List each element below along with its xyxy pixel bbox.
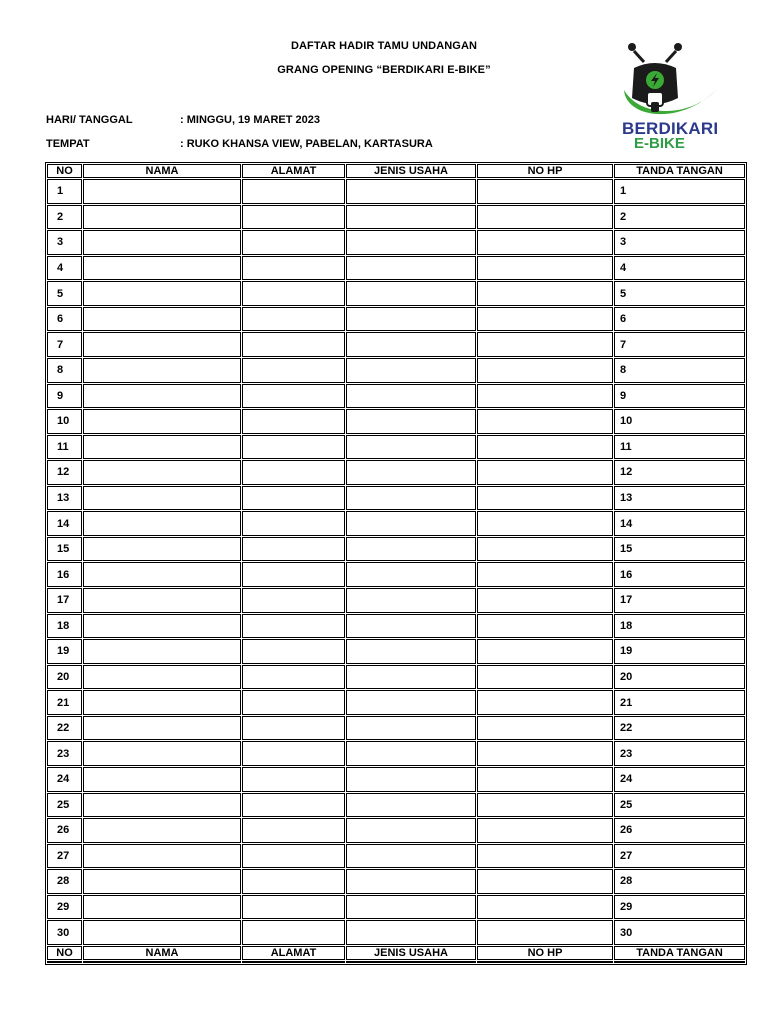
cell-tanda-tangan[interactable]: 17 <box>614 588 745 613</box>
cell-tanda-tangan[interactable]: 22 <box>614 716 745 741</box>
table-row <box>47 332 745 357</box>
cell-jenis-usaha[interactable] <box>346 793 476 818</box>
table-row <box>47 767 745 792</box>
table-header-row <box>47 164 745 178</box>
cell-no-hp[interactable] <box>477 281 613 306</box>
column-header: ALAMAT <box>242 164 345 178</box>
cell-no-hp[interactable] <box>477 409 613 434</box>
cell-alamat[interactable] <box>242 205 345 230</box>
cell-alamat[interactable] <box>242 486 345 511</box>
brand-name-line2: E-BIKE <box>634 135 685 152</box>
cell-nama[interactable] <box>83 818 241 843</box>
cell-nama[interactable] <box>83 281 241 306</box>
table-row <box>47 844 745 869</box>
cell-tanda-tangan[interactable]: 19 <box>614 639 745 664</box>
cell-nama[interactable] <box>83 639 241 664</box>
cell-no: 18 <box>47 614 82 639</box>
cell-no-hp[interactable] <box>477 639 613 664</box>
cell-alamat[interactable] <box>242 384 345 409</box>
brand-logo <box>620 40 720 152</box>
cell-tanda-tangan[interactable]: 30 <box>614 920 745 945</box>
cell-jenis-usaha[interactable] <box>346 205 476 230</box>
table-row <box>47 920 745 945</box>
cell-jenis-usaha[interactable] <box>346 307 476 332</box>
cell-no: 8 <box>47 358 82 383</box>
cell-alamat[interactable] <box>242 741 345 766</box>
cell-no-hp[interactable] <box>477 230 613 255</box>
cell-nama[interactable] <box>83 793 241 818</box>
cell-no: 10 <box>47 409 82 434</box>
cell-no-hp[interactable] <box>477 256 613 281</box>
cell-alamat[interactable] <box>242 767 345 792</box>
cell-alamat[interactable] <box>242 665 345 690</box>
cell-nama[interactable] <box>83 205 241 230</box>
cell-jenis-usaha[interactable] <box>346 895 476 920</box>
cell-no: 26 <box>47 818 82 843</box>
cell-nama[interactable] <box>83 614 241 639</box>
cell-tanda-tangan[interactable]: 26 <box>614 818 745 843</box>
cell-no-hp[interactable] <box>477 818 613 843</box>
cell-tanda-tangan[interactable] <box>614 961 745 963</box>
page-title: DAFTAR HADIR TAMU UNDANGAN <box>290 40 478 52</box>
cell-no: 1 <box>47 179 82 204</box>
cell-no-hp[interactable] <box>477 716 613 741</box>
cell-no: 15 <box>47 537 82 562</box>
cell-tanda-tangan[interactable]: 16 <box>614 562 745 587</box>
cell-alamat[interactable] <box>242 961 345 963</box>
cell-alamat[interactable] <box>242 179 345 204</box>
table-row <box>47 895 745 920</box>
attendance-table <box>45 162 747 965</box>
cell-no: 16 <box>47 562 82 587</box>
table-row <box>47 307 745 332</box>
table-row <box>47 716 745 741</box>
column-header: TANDA TANGAN <box>614 946 745 960</box>
cell-alamat[interactable] <box>242 793 345 818</box>
cell-tanda-tangan[interactable]: 13 <box>614 486 745 511</box>
table-row <box>47 793 745 818</box>
cell-jenis-usaha[interactable] <box>346 818 476 843</box>
cell-alamat[interactable] <box>242 256 345 281</box>
cell-no-hp[interactable] <box>477 205 613 230</box>
cell-tanda-tangan[interactable]: 24 <box>614 767 745 792</box>
cell-alamat[interactable] <box>242 511 345 536</box>
cell-jenis-usaha[interactable] <box>346 358 476 383</box>
table-row <box>47 179 745 204</box>
cell-alamat[interactable] <box>242 562 345 587</box>
cell-tanda-tangan[interactable]: 25 <box>614 793 745 818</box>
table-row <box>47 690 745 715</box>
cell-alamat[interactable] <box>242 920 345 945</box>
cell-nama[interactable] <box>83 741 241 766</box>
cell-no-hp[interactable] <box>477 435 613 460</box>
cell-alamat[interactable] <box>242 818 345 843</box>
cell-jenis-usaha[interactable] <box>346 486 476 511</box>
cell-alamat[interactable] <box>242 869 345 894</box>
cell-jenis-usaha[interactable] <box>346 562 476 587</box>
cell-nama[interactable] <box>83 332 241 357</box>
cell-jenis-usaha[interactable] <box>346 844 476 869</box>
cell-nama[interactable] <box>83 230 241 255</box>
cell-no: 27 <box>47 844 82 869</box>
cell-jenis-usaha[interactable] <box>346 435 476 460</box>
cell-no: 24 <box>47 767 82 792</box>
cell-no: 20 <box>47 665 82 690</box>
cell-no-hp[interactable] <box>477 588 613 613</box>
cell-no-hp[interactable] <box>477 767 613 792</box>
cell-no-hp[interactable] <box>477 920 613 945</box>
cell-alamat[interactable] <box>242 614 345 639</box>
cell-jenis-usaha[interactable] <box>346 665 476 690</box>
cell-tanda-tangan[interactable]: 20 <box>614 665 745 690</box>
cell-alamat[interactable] <box>242 409 345 434</box>
cell-tanda-tangan[interactable]: 1 <box>614 179 745 204</box>
table-row <box>47 614 745 639</box>
cell-jenis-usaha[interactable] <box>346 537 476 562</box>
cell-jenis-usaha[interactable] <box>346 230 476 255</box>
cell-jenis-usaha[interactable] <box>346 716 476 741</box>
cell-no: 22 <box>47 716 82 741</box>
cell-no[interactable] <box>47 961 82 963</box>
cell-jenis-usaha[interactable] <box>346 639 476 664</box>
cell-no-hp[interactable] <box>477 486 613 511</box>
cell-tanda-tangan[interactable]: 11 <box>614 435 745 460</box>
cell-no: 5 <box>47 281 82 306</box>
cell-no-hp[interactable] <box>477 844 613 869</box>
cell-tanda-tangan[interactable]: 14 <box>614 511 745 536</box>
cell-no: 30 <box>47 920 82 945</box>
cell-jenis-usaha[interactable] <box>346 179 476 204</box>
cell-tanda-tangan[interactable]: 29 <box>614 895 745 920</box>
cell-nama[interactable] <box>83 307 241 332</box>
column-header: JENIS USAHA <box>346 164 476 178</box>
cell-tanda-tangan[interactable]: 23 <box>614 741 745 766</box>
column-header: NAMA <box>83 164 241 178</box>
cell-no: 12 <box>47 460 82 485</box>
cell-no: 17 <box>47 588 82 613</box>
cell-jenis-usaha[interactable] <box>346 511 476 536</box>
cell-nama[interactable] <box>83 435 241 460</box>
table-row <box>47 358 745 383</box>
cell-jenis-usaha[interactable] <box>346 614 476 639</box>
cell-nama[interactable] <box>83 179 241 204</box>
cell-tanda-tangan[interactable]: 15 <box>614 537 745 562</box>
column-header: NO HP <box>477 946 613 960</box>
cell-tanda-tangan[interactable]: 28 <box>614 869 745 894</box>
cell-nama[interactable] <box>83 562 241 587</box>
cell-no-hp[interactable] <box>477 690 613 715</box>
cell-nama[interactable] <box>83 256 241 281</box>
cell-jenis-usaha[interactable] <box>346 690 476 715</box>
place-label: TEMPAT <box>46 138 90 150</box>
cell-no: 11 <box>47 435 82 460</box>
cell-alamat[interactable] <box>242 230 345 255</box>
cell-nama[interactable] <box>83 409 241 434</box>
column-header: JENIS USAHA <box>346 946 476 960</box>
table-row <box>47 562 745 587</box>
cell-no: 28 <box>47 869 82 894</box>
cell-no: 2 <box>47 205 82 230</box>
table-row <box>47 230 745 255</box>
cell-alamat[interactable] <box>242 844 345 869</box>
cell-alamat[interactable] <box>242 358 345 383</box>
table-row <box>47 588 745 613</box>
table-row <box>47 486 745 511</box>
cell-jenis-usaha[interactable] <box>346 460 476 485</box>
cell-alamat[interactable] <box>242 281 345 306</box>
cell-nama[interactable] <box>83 690 241 715</box>
cell-no: 3 <box>47 230 82 255</box>
cell-tanda-tangan[interactable]: 5 <box>614 281 745 306</box>
cell-no-hp[interactable] <box>477 537 613 562</box>
cell-tanda-tangan[interactable]: 8 <box>614 358 745 383</box>
cell-no: 13 <box>47 486 82 511</box>
cell-no-hp[interactable] <box>477 358 613 383</box>
cell-tanda-tangan[interactable]: 3 <box>614 230 745 255</box>
cell-jenis-usaha[interactable] <box>346 256 476 281</box>
cell-no-hp[interactable] <box>477 741 613 766</box>
cell-alamat[interactable] <box>242 460 345 485</box>
cell-no-hp[interactable] <box>477 562 613 587</box>
table-row <box>47 741 745 766</box>
cell-nama[interactable] <box>83 961 241 963</box>
cell-no-hp[interactable] <box>477 614 613 639</box>
cell-no-hp[interactable] <box>477 511 613 536</box>
cell-no: 23 <box>47 741 82 766</box>
cell-jenis-usaha[interactable] <box>346 767 476 792</box>
cell-tanda-tangan[interactable]: 18 <box>614 614 745 639</box>
table-row <box>47 435 745 460</box>
table-row <box>47 281 745 306</box>
cell-jenis-usaha[interactable] <box>346 869 476 894</box>
cell-tanda-tangan[interactable]: 21 <box>614 690 745 715</box>
cell-jenis-usaha[interactable] <box>346 281 476 306</box>
table-row <box>47 665 745 690</box>
column-header: ALAMAT <box>242 946 345 960</box>
cell-tanda-tangan[interactable]: 12 <box>614 460 745 485</box>
cell-alamat[interactable] <box>242 588 345 613</box>
table-footer-header-row <box>47 946 745 960</box>
table-row <box>47 256 745 281</box>
cell-no-hp[interactable] <box>477 179 613 204</box>
column-header: TANDA TANGAN <box>614 164 745 178</box>
cell-tanda-tangan[interactable]: 4 <box>614 256 745 281</box>
cell-nama[interactable] <box>83 511 241 536</box>
cell-no-hp[interactable] <box>477 895 613 920</box>
cell-jenis-usaha[interactable] <box>346 741 476 766</box>
cell-tanda-tangan[interactable]: 2 <box>614 205 745 230</box>
cell-no: 29 <box>47 895 82 920</box>
column-header: NAMA <box>83 946 241 960</box>
day-label: HARI/ TANGGAL <box>46 114 133 126</box>
cell-no: 6 <box>47 307 82 332</box>
column-header: NO <box>47 946 82 960</box>
cell-no: 7 <box>47 332 82 357</box>
cell-no: 9 <box>47 384 82 409</box>
cell-nama[interactable] <box>83 384 241 409</box>
cell-jenis-usaha[interactable] <box>346 384 476 409</box>
place-value: : RUKO KHANSA VIEW, PABELAN, KARTASURA <box>180 138 433 150</box>
day-value: : MINGGU, 19 MARET 2023 <box>180 114 320 126</box>
cell-nama[interactable] <box>83 895 241 920</box>
cell-no-hp[interactable] <box>477 332 613 357</box>
column-header: NO HP <box>477 164 613 178</box>
cell-no: 14 <box>47 511 82 536</box>
cell-no-hp[interactable] <box>477 961 613 963</box>
cell-no: 4 <box>47 256 82 281</box>
cell-alamat[interactable] <box>242 895 345 920</box>
table-row <box>47 511 745 536</box>
cell-jenis-usaha[interactable] <box>346 332 476 357</box>
cell-nama[interactable] <box>83 358 241 383</box>
cell-tanda-tangan[interactable]: 7 <box>614 332 745 357</box>
cell-alamat[interactable] <box>242 435 345 460</box>
cell-jenis-usaha[interactable] <box>346 961 476 963</box>
cell-alamat[interactable] <box>242 690 345 715</box>
cell-nama[interactable] <box>83 844 241 869</box>
cell-alamat[interactable] <box>242 716 345 741</box>
cell-no: 19 <box>47 639 82 664</box>
cell-nama[interactable] <box>83 665 241 690</box>
table-row <box>47 818 745 843</box>
cell-nama[interactable] <box>83 767 241 792</box>
table-row <box>47 409 745 434</box>
cell-jenis-usaha[interactable] <box>346 588 476 613</box>
cell-no: 25 <box>47 793 82 818</box>
cell-no: 21 <box>47 690 82 715</box>
cell-nama[interactable] <box>83 920 241 945</box>
cell-no-hp[interactable] <box>477 793 613 818</box>
page-subtitle: GRANG OPENING “BERDIKARI E-BIKE” <box>277 64 491 76</box>
column-header: NO <box>47 164 82 178</box>
cell-nama[interactable] <box>83 537 241 562</box>
cell-no-hp[interactable] <box>477 869 613 894</box>
brand-name-line1: BERDIKARI <box>622 119 719 138</box>
table-row <box>47 869 745 894</box>
cell-no-hp[interactable] <box>477 460 613 485</box>
cell-no-hp[interactable] <box>477 384 613 409</box>
cell-tanda-tangan[interactable]: 27 <box>614 844 745 869</box>
cell-no-hp[interactable] <box>477 665 613 690</box>
cell-tanda-tangan[interactable]: 10 <box>614 409 745 434</box>
scooter-logo-icon <box>620 40 720 120</box>
table-row-blank <box>47 961 745 963</box>
table-row <box>47 384 745 409</box>
table-row <box>47 460 745 485</box>
table-row <box>47 639 745 664</box>
cell-alamat[interactable] <box>242 639 345 664</box>
cell-jenis-usaha[interactable] <box>346 409 476 434</box>
table-row <box>47 537 745 562</box>
cell-jenis-usaha[interactable] <box>346 920 476 945</box>
cell-nama[interactable] <box>83 716 241 741</box>
cell-tanda-tangan[interactable]: 9 <box>614 384 745 409</box>
cell-nama[interactable] <box>83 588 241 613</box>
cell-nama[interactable] <box>83 486 241 511</box>
cell-alamat[interactable] <box>242 332 345 357</box>
cell-tanda-tangan[interactable]: 6 <box>614 307 745 332</box>
cell-nama[interactable] <box>83 460 241 485</box>
table-row <box>47 205 745 230</box>
cell-no-hp[interactable] <box>477 307 613 332</box>
cell-nama[interactable] <box>83 869 241 894</box>
cell-alamat[interactable] <box>242 537 345 562</box>
cell-alamat[interactable] <box>242 307 345 332</box>
